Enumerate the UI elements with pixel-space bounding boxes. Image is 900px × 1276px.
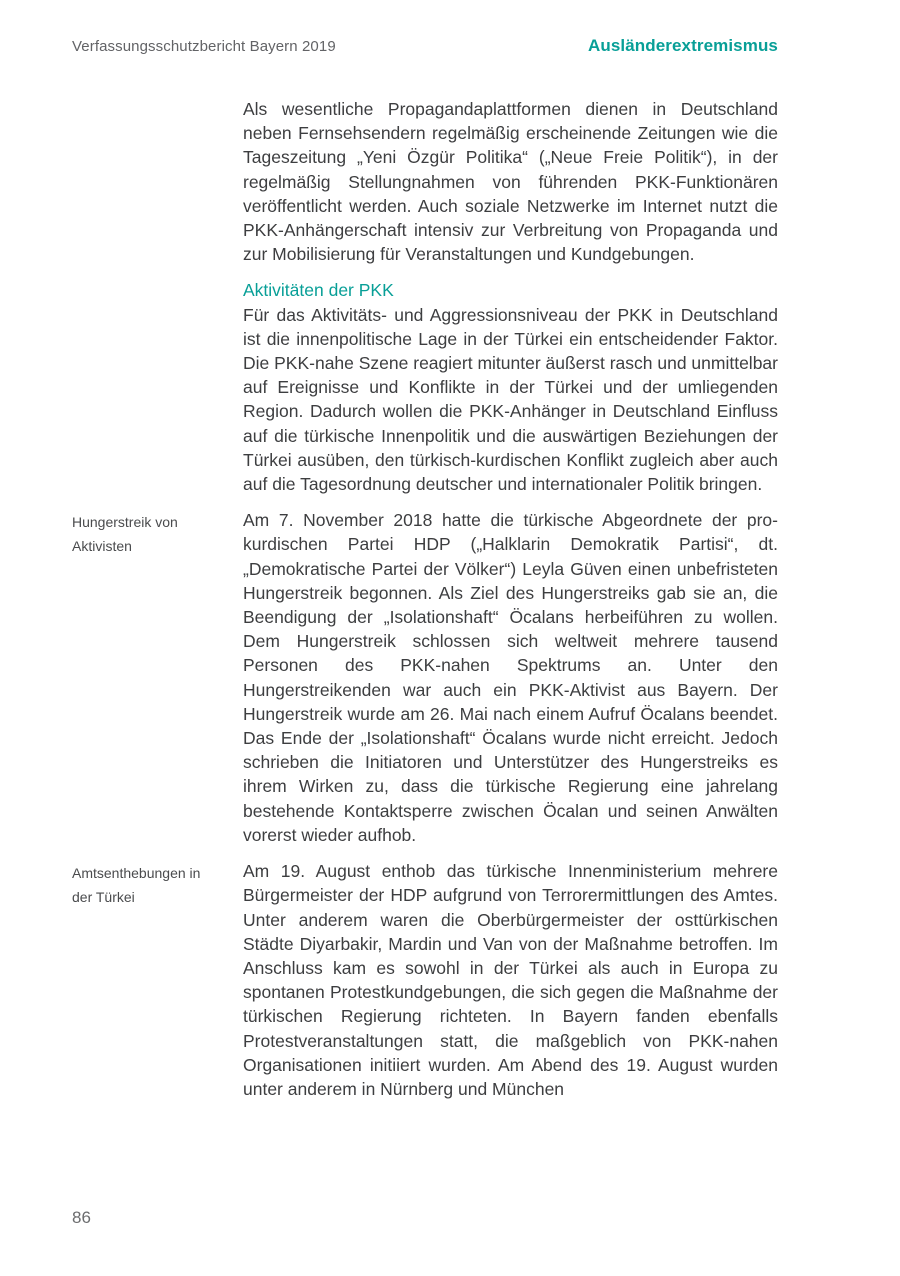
text-block-dismissals — [72, 859, 778, 1101]
paragraph-mayor-dismissals: Am 19. August enthob das türkische Innenministerium mehrere Bürgermeister der HDP aufgrund von Terrorermittlungen des Amtes. Unter anderem waren die Oberbürgermeister der osttürkischen Städte Diyarbakir, Mardin und Van von der Maßnahme betroffen. Im Anschluss kam es sowohl in der Türkei als auch in Europa zu spontanen Protestkundgebungen, die sich gegen die Maßnahme der türkischen Regierung richteten. In Bayern fanden ebenfalls Protestveranstaltungen statt, die maßgeblich von PKK-nahen Organisationen initiiert wurden. Am Abend des 19. August wurden unter anderem in Nürnberg und München — [243, 861, 778, 1099]
paragraph-propaganda-platforms: Als wesentliche Propagandaplattformen dienen in Deutschland neben Fernsehsendern regelmäßig erscheinende Zeitungen wie die Tageszeitung „Yeni Özgür Politika“ („Neue Freie Politik“), in der regelmäßig Stellungnahmen von führenden PKK-Funktionären veröffentlicht werden. Auch soziale Netzwerke im Internet nutzt die PKK-Anhängerschaft intensiv zur Verbreitung von Propaganda und zur Mobilisierung für Veranstaltungen und Kundgebungen. — [243, 99, 778, 265]
paragraph-hunger-strike: Am 7. November 2018 hatte die türkische Abgeordnete der pro-kurdischen Partei HDP („Halklarin Demokratik Partisi“, dt. „Demokratische Partei der Völker“) Leyla Güven einen unbefristeten Hungerstreik begonnen. Als Ziel des Hungerstreiks gab sie an, die Beendigung der „Isolationshaft“ Öcalans herbeiführen zu wollen. Dem Hungerstreik schlossen sich weltweit mehrere tausend Personen des PKK-nahen Spektrums an. Unter den Hungerstreikenden war auch ein PKK-Aktivist aus Bayern. Der Hungerstreik wurde am 26. Mai nach einem Aufruf Öcalans beendet. Das Ende der „Isolationshaft“ Öcalans wurde nicht erreicht. Jedoch schrieben die Initiatoren und Unterstützer des Hungerstreiks es ihrem Wirken zu, dass die türkische Regierung eine jahrelang bestehende Kontaktsperre zwischen Öcalan und seinen Anwälten vorerst wieder aufhob. — [243, 510, 778, 845]
heading-and-paragraph — [243, 278, 778, 496]
page-footer — [72, 1208, 91, 1228]
section-heading-pkk-activities: Aktivitäten der PKK — [243, 280, 394, 301]
margin-note-dismissals: Amtsenthebungen in der Türkei — [72, 865, 201, 906]
text-block-activities — [72, 278, 778, 496]
text-block-intro — [72, 97, 778, 266]
text-block-hunger-strike — [72, 508, 778, 847]
margin-note-empty — [72, 278, 207, 496]
margin-note-hunger-strike: Hungerstreik von Aktivisten — [72, 514, 178, 555]
page-header — [72, 36, 778, 56]
page-content — [72, 97, 778, 1101]
report-title: Verfassungsschutzbericht Bayern 2019 — [72, 38, 336, 55]
page-number: 86 — [72, 1208, 91, 1227]
margin-note-empty — [72, 97, 207, 266]
chapter-title: Ausländerextremismus — [587, 36, 778, 55]
paragraph-aggression-level: Für das Aktivitäts- und Aggressionsniveau der PKK in Deutschland ist die innenpolitische Lage in der Türkei ein entscheidender Faktor. Die PKK-nahe Szene reagiert mitunter äußerst rasch und unmittelbar auf Ereignisse und Konflikte in der Türkei und der umliegenden Region. Dadurch wollen die PKK-Anhänger in Deutschland Einfluss auf die türkische Innenpolitik und die auswärtigen Beziehungen der Türkei ausüben, den türkisch-kurdischen Konflikt zugleich aber auch auf die Tagesordnung deutscher und internationaler Politik bringen. — [243, 304, 778, 495]
